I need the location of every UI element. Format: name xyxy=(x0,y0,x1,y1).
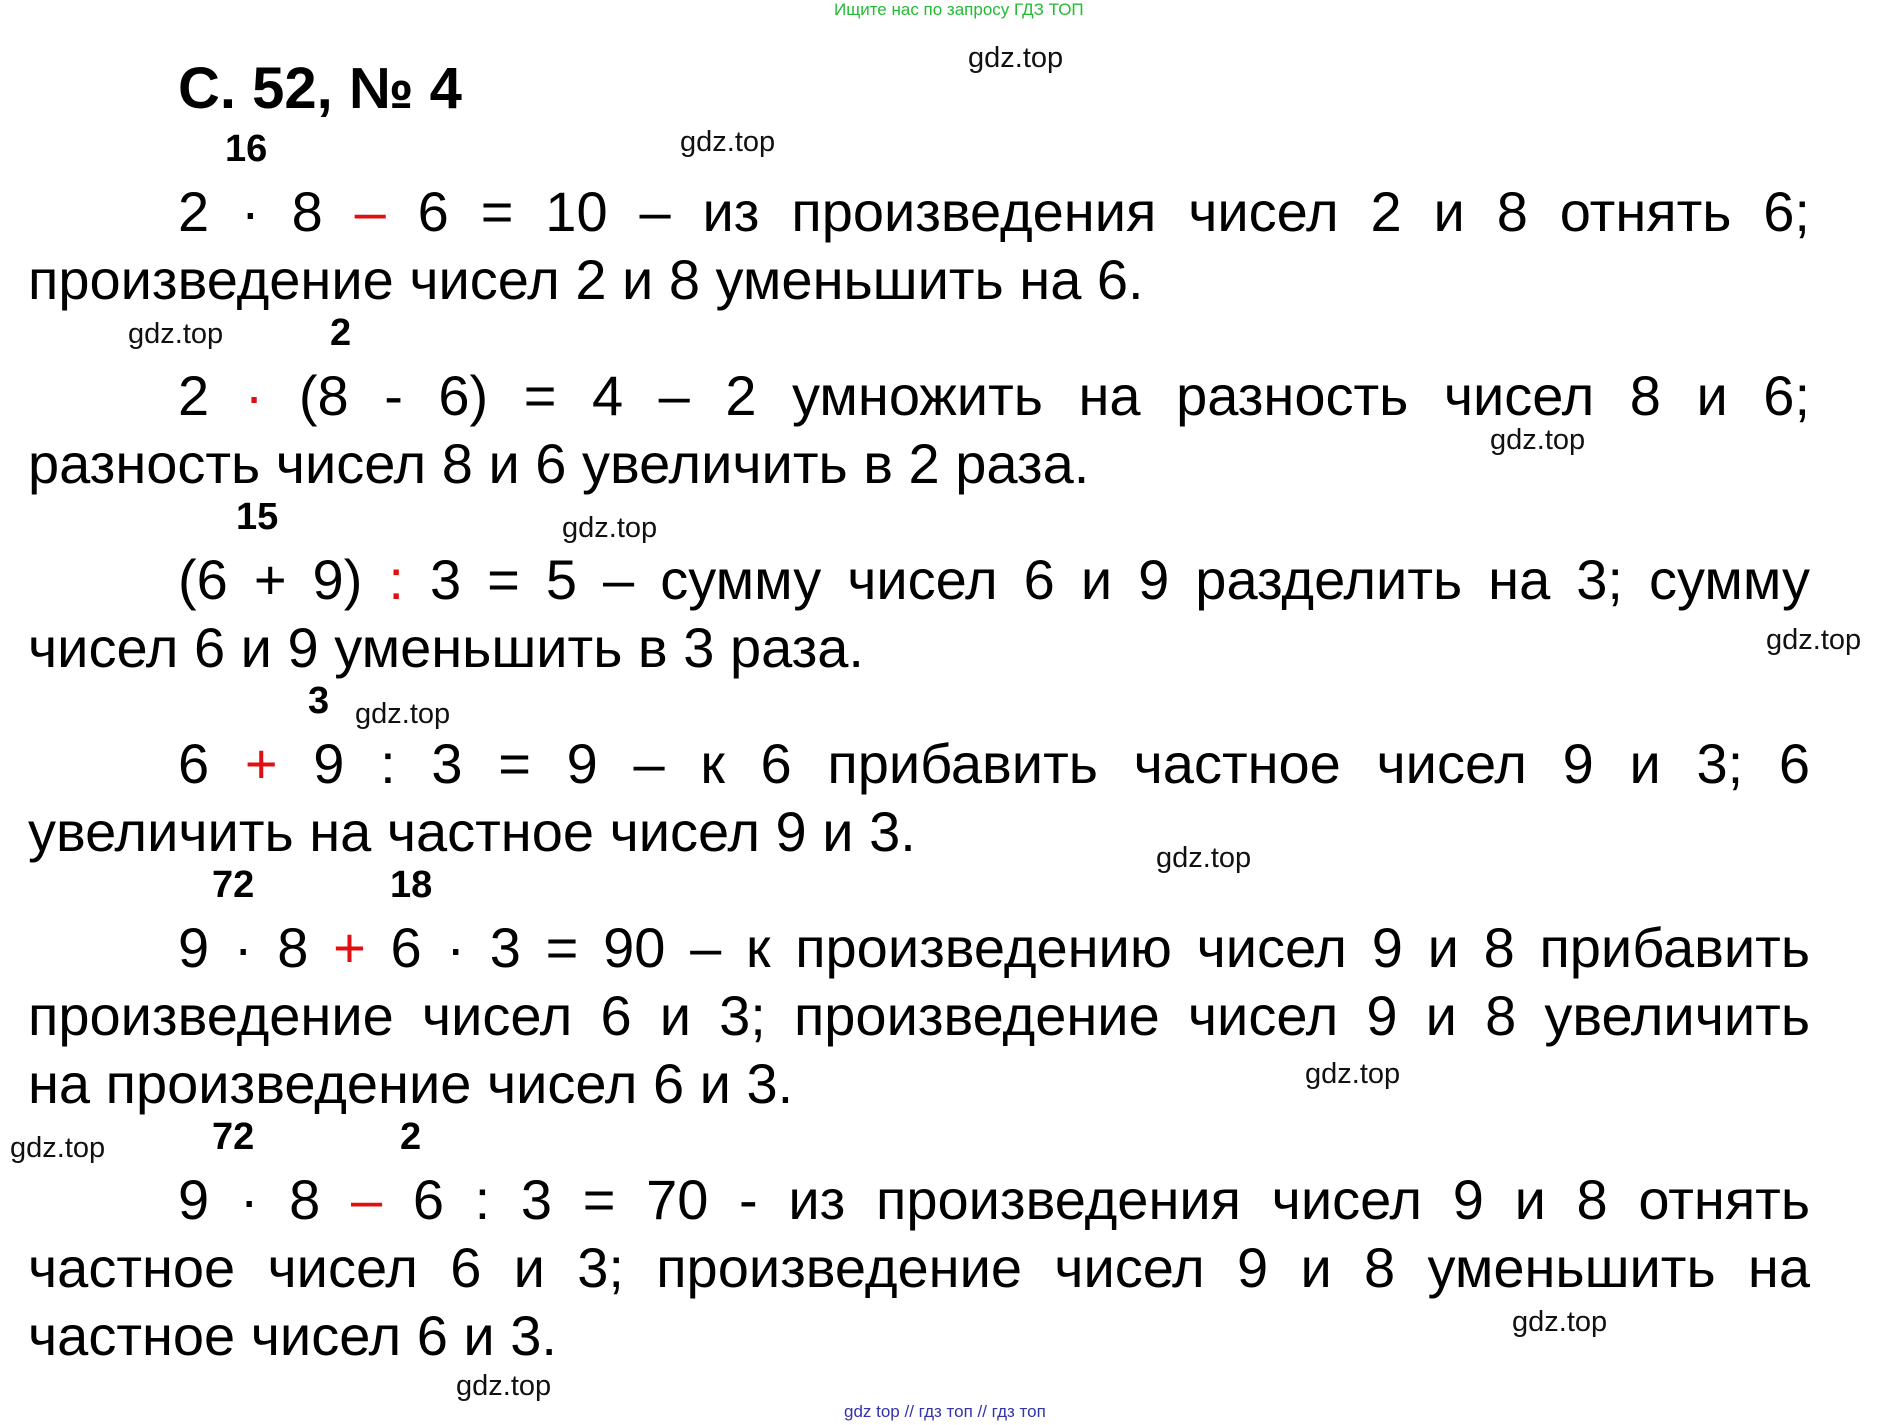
watermark: gdz.top xyxy=(456,1370,552,1402)
intermediate-result: 15 xyxy=(236,496,279,538)
expression-part: 2 xyxy=(178,364,245,427)
intermediate-result: 72 xyxy=(212,864,255,906)
explanation-line: чисел 6 и 9 уменьшить в 3 раза. xyxy=(28,616,864,679)
watermark: gdz.top xyxy=(1305,1058,1401,1090)
highlighted-operator: – xyxy=(350,1168,383,1231)
expression-part: 6 · 3 = 90 – к произведению чисел 9 и 8 прибавить xyxy=(365,916,1810,979)
highlighted-operator: – xyxy=(354,180,386,243)
watermark: gdz.top xyxy=(1156,842,1252,874)
expression-part: 9 · 8 xyxy=(178,916,334,979)
explanation-line: разность чисел 8 и 6 увеличить в 2 раза. xyxy=(28,432,1090,495)
page-title: С. 52, № 4 xyxy=(178,56,462,121)
watermark: gdz.top xyxy=(10,1132,106,1164)
expression-line xyxy=(28,914,1810,982)
explanation-line: частное чисел 6 и 3. xyxy=(28,1304,557,1367)
explanation-line: на произведение чисел 6 и 3. xyxy=(28,1052,794,1115)
highlighted-operator: : xyxy=(388,548,404,611)
watermark: gdz.top xyxy=(355,698,451,730)
explanation-line: увеличить на частное чисел 9 и 3. xyxy=(28,800,916,863)
expression-part: (8 - 6) = 4 – 2 умножить на разность чисел 8 и 6; xyxy=(263,364,1810,427)
highlighted-operator: + xyxy=(333,916,366,979)
intermediate-result: 72 xyxy=(212,1116,255,1158)
highlighted-operator: · xyxy=(244,364,264,427)
intermediate-result: 2 xyxy=(400,1116,422,1158)
expression-part: (6 + 9) xyxy=(178,548,389,611)
expression-line xyxy=(28,546,1810,614)
watermark: gdz.top xyxy=(128,318,224,350)
expression-part: 6 xyxy=(178,732,245,795)
expression-part: 3 = 5 – сумму чисел 6 и 9 разделить на 3; сумму xyxy=(403,548,1811,611)
expression-part: 9 : 3 = 9 – к 6 прибавить частное чисел 9 и 3; 6 xyxy=(277,732,1811,795)
watermark: gdz.top xyxy=(680,126,776,158)
intermediate-result: 18 xyxy=(390,864,433,906)
explanation-line: произведение чисел 2 и 8 уменьшить на 6. xyxy=(28,248,1144,311)
expression-line xyxy=(28,1166,1810,1234)
intermediate-result: 2 xyxy=(330,312,352,354)
search-banner: Ищите нас по запросу ГДЗ ТОП xyxy=(834,0,1084,19)
watermark: gdz.top xyxy=(562,512,658,544)
expression-part: 6 = 10 – из произведения чисел 2 и 8 отнять 6; xyxy=(385,180,1810,243)
expression-line xyxy=(28,178,1810,246)
explanation-line: частное чисел 6 и 3; произведение чисел 9 и 8 уменьшить на xyxy=(28,1236,1810,1299)
watermark: gdz.top xyxy=(1766,624,1862,656)
expression-part: 9 · 8 xyxy=(178,1168,351,1231)
footer-watermark: gdz top // гдз топ // гдз топ xyxy=(844,1402,1046,1421)
watermark: gdz.top xyxy=(1490,424,1586,456)
expression-line xyxy=(28,362,1810,430)
intermediate-result: 3 xyxy=(308,680,330,722)
highlighted-operator: + xyxy=(244,732,278,795)
expression-part: 6 : 3 = 70 - из произведения чисел 9 и 8 отнять xyxy=(382,1168,1810,1231)
intermediate-result: 16 xyxy=(225,128,268,170)
watermark: gdz.top xyxy=(1512,1306,1608,1338)
watermark: gdz.top xyxy=(968,42,1064,74)
expression-part: 2 · 8 xyxy=(178,180,355,243)
expression-line xyxy=(28,730,1810,798)
explanation-line: произведение чисел 6 и 3; произведение чисел 9 и 8 увеличить xyxy=(28,984,1810,1047)
